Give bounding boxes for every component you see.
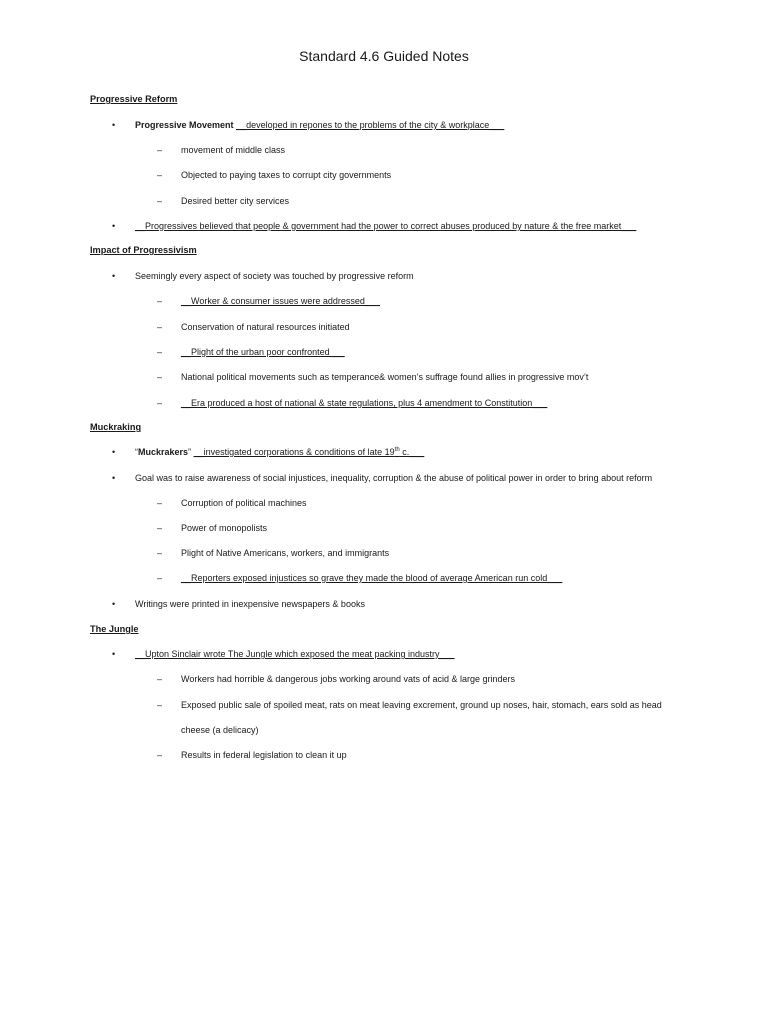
- sub-point: __Reporters exposed injustices so grave they made the blood of average American run cold___: [181, 573, 563, 583]
- sub-point: Plight of Native Americans, workers, and immigrants: [181, 548, 390, 558]
- dash-mark: –: [157, 170, 163, 180]
- progressive-movement-definition: __developed in repones to the problems of the city & workplace___: [236, 120, 505, 130]
- muckrakers-term: Muckrakers: [138, 447, 189, 457]
- sub-point: Objected to paying taxes to corrupt city governments: [181, 170, 392, 180]
- bullet-mark: •: [112, 221, 116, 231]
- dash-mark: –: [157, 523, 163, 533]
- heading-impact-of-progressivism: Impact of Progressivism: [90, 245, 197, 255]
- dash-mark: –: [157, 398, 163, 408]
- definition-text: __investigated corporations & conditions of late 19: [193, 447, 395, 457]
- muckrakers-line: [135, 446, 424, 458]
- dash-mark: –: [157, 700, 163, 710]
- sub-point: __Plight of the urban poor confronted___: [181, 347, 345, 357]
- dash-mark: –: [157, 498, 163, 508]
- bullet-mark: •: [112, 447, 116, 457]
- sub-point: Results in federal legislation to clean it up: [181, 750, 347, 760]
- bullet-mark: •: [112, 649, 116, 659]
- bullet-point: Seemingly every aspect of society was touched by progressive reform: [135, 271, 414, 281]
- heading-the-jungle: The Jungle: [90, 624, 139, 634]
- bullet-mark: •: [112, 473, 116, 483]
- progressive-movement-term: Progressive Movement: [135, 120, 234, 130]
- dash-mark: –: [157, 750, 163, 760]
- sub-point: Conservation of natural resources initiated: [181, 322, 350, 332]
- progressive-movement-line: [135, 119, 504, 131]
- sub-point: Corruption of political machines: [181, 498, 307, 508]
- definition-text-end: c.___: [399, 447, 425, 457]
- dash-mark: –: [157, 372, 163, 382]
- sub-point: National political movements such as temperance& women’s suffrage found allies in progressive mov’t: [181, 372, 589, 382]
- sub-point: Exposed public sale of spoiled meat, rats on meat leaving excrement, ground up noses, hair, stomach, ears sold as head: [181, 700, 662, 710]
- page-title: Standard 4.6 Guided Notes: [299, 48, 469, 64]
- bullet-point: Goal was to raise awareness of social injustices, inequality, corruption & the abuse of political power in order to bring about reform: [135, 473, 653, 483]
- dash-mark: –: [157, 196, 163, 206]
- bullet-point: __Upton Sinclair wrote The Jungle which exposed the meat packing industry___: [135, 649, 455, 659]
- sub-point: __Worker & consumer issues were addressed___: [181, 296, 380, 306]
- dash-mark: –: [157, 296, 163, 306]
- open-quote: “: [135, 447, 138, 457]
- close-quote: ”: [188, 447, 192, 457]
- bullet-point: Writings were printed in inexpensive newspapers & books: [135, 599, 365, 609]
- dash-mark: –: [157, 548, 163, 558]
- dash-mark: –: [157, 145, 163, 155]
- sub-point: Desired better city services: [181, 196, 290, 206]
- sub-point: Workers had horrible & dangerous jobs working around vats of acid & large grinders: [181, 674, 516, 684]
- progressives-belief-line: __Progressives believed that people & government had the power to correct abuses produced by nature & the free market___: [135, 221, 637, 231]
- dash-mark: –: [157, 674, 163, 684]
- heading-progressive-reform: Progressive Reform: [90, 94, 178, 104]
- sub-point: movement of middle class: [181, 145, 286, 155]
- sub-point-continued: cheese (a delicacy): [181, 725, 259, 735]
- bullet-mark: •: [112, 599, 116, 609]
- dash-mark: –: [157, 347, 163, 357]
- bullet-mark: •: [112, 120, 116, 130]
- sub-point: __Era produced a host of national & state regulations, plus 4 amendment to Constitution___: [181, 398, 548, 408]
- bullet-mark: •: [112, 271, 116, 281]
- dash-mark: –: [157, 573, 163, 583]
- ordinal-suffix: th: [394, 447, 400, 453]
- muckrakers-definition: [194, 447, 425, 457]
- dash-mark: –: [157, 322, 163, 332]
- heading-muckraking: Muckraking: [90, 422, 142, 432]
- sub-point: Power of monopolists: [181, 523, 268, 533]
